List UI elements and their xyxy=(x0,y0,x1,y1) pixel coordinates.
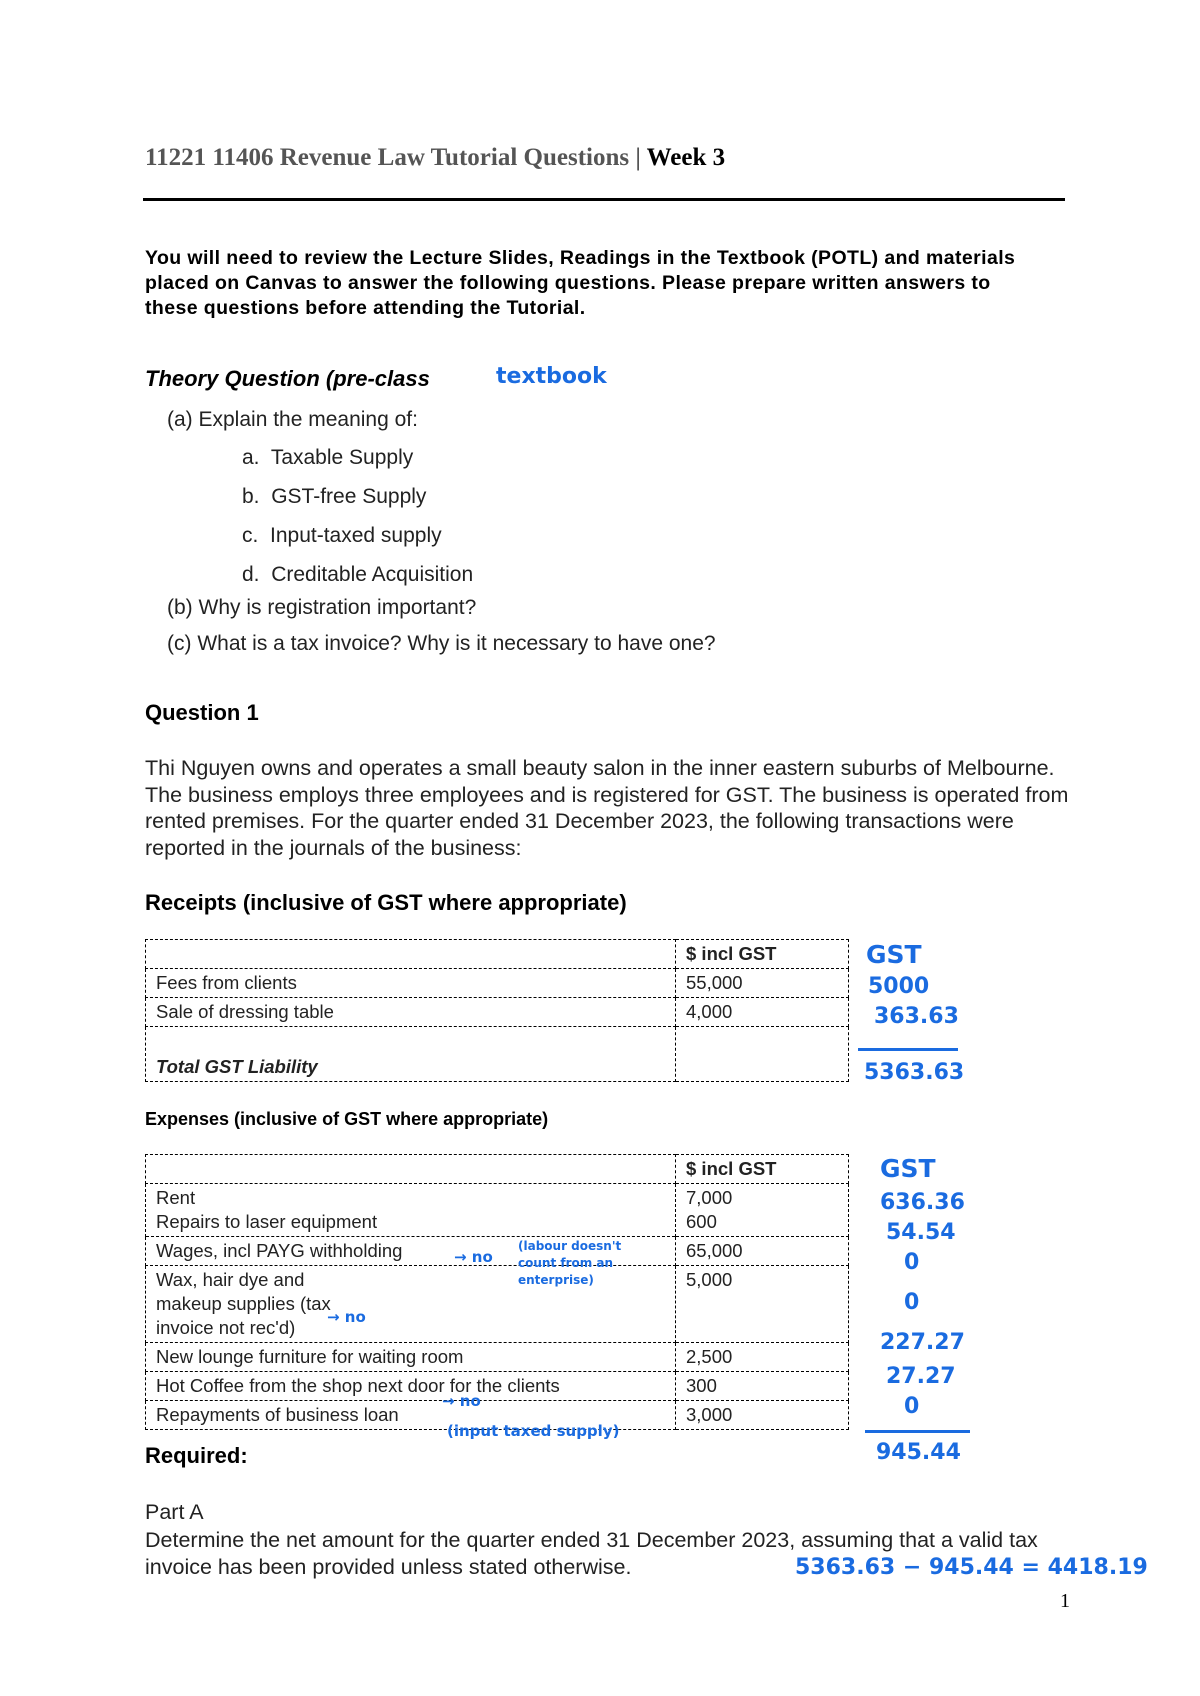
row-label-stack xyxy=(146,1184,676,1237)
row-label: Hot Coffee from the shop next door for the clients xyxy=(146,1372,676,1401)
receipts-title: Receipts (inclusive of GST where appropriate) xyxy=(145,890,627,915)
handwritten-sum-line xyxy=(865,1430,970,1433)
list-marker: a. xyxy=(242,446,260,469)
handwritten-gst-value: 363.63 xyxy=(874,1004,959,1029)
list-item-text: GST-free Supply xyxy=(271,485,427,508)
row-amount: 65,000 xyxy=(676,1237,849,1266)
handwritten-wages-paren: (labour doesn't count from an enterprise) xyxy=(518,1239,622,1287)
table-row xyxy=(146,998,849,1027)
table-header-row xyxy=(146,1155,849,1184)
row-amount: 600 xyxy=(686,1211,717,1232)
theory-part-c: (c) What is a tax invoice? Why is it necessary to have one? xyxy=(167,632,716,655)
list-marker: c. xyxy=(242,524,259,547)
expenses-title: Expenses (inclusive of GST where appropriate) xyxy=(145,1109,549,1129)
list-item-text: Taxable Supply xyxy=(270,446,414,469)
handwritten-gst-value: 636.36 xyxy=(880,1190,965,1215)
handwritten-textbook-note: textbook xyxy=(496,364,607,389)
table-row xyxy=(146,1343,849,1372)
handwritten-gst-value: 54.54 xyxy=(886,1220,956,1245)
handwritten-sum-line xyxy=(858,1048,958,1051)
handwritten-gst-total: 5363.63 xyxy=(864,1060,965,1085)
header-title: 11221 11406 Revenue Law Tutorial Questions | xyxy=(145,144,641,171)
table-row xyxy=(146,1266,849,1343)
handwritten-gst-heading: GST xyxy=(866,940,922,969)
row-amount: 5,000 xyxy=(676,1266,849,1343)
row-label: Repairs to laser equipment xyxy=(156,1211,378,1232)
row-amount: 4,000 xyxy=(676,998,849,1027)
part-a-text: Determine the net amount for the quarter ended 31 December 2023, assuming that a valid tax invoice has been provided unless stated otherwise. xyxy=(145,1528,1038,1579)
handwritten-supplies-note: → no xyxy=(327,1308,366,1326)
row-label: New lounge furniture for waiting room xyxy=(146,1343,676,1372)
table-row xyxy=(146,1184,849,1237)
row-label: Sale of dressing table xyxy=(146,998,676,1027)
theory-part-a: (a) Explain the meaning of: xyxy=(167,408,418,431)
handwritten-gst-value: 0 xyxy=(904,1290,920,1315)
question-1-title: Question 1 xyxy=(145,700,259,725)
table-cell xyxy=(146,1155,676,1184)
theory-title: Theory Question (pre-class xyxy=(145,366,430,391)
row-amount: 300 xyxy=(676,1372,849,1401)
row-amount: 7,000 xyxy=(686,1187,733,1208)
row-amount-stack xyxy=(676,1184,849,1237)
handwritten-gst-value: 27.27 xyxy=(886,1364,956,1389)
expenses-table xyxy=(145,1154,849,1430)
handwritten-wages-note: → no xyxy=(454,1248,493,1266)
theory-item-c xyxy=(242,524,442,548)
theory-item-a xyxy=(242,446,413,470)
handwritten-gst-value: 0 xyxy=(904,1394,920,1419)
row-label: Rent xyxy=(156,1187,196,1208)
table-cell xyxy=(146,940,676,969)
header-week: Week 3 xyxy=(646,144,726,171)
row-amount: 2,500 xyxy=(676,1343,849,1372)
row-amount: 3,000 xyxy=(676,1401,849,1430)
handwritten-net-calculation: 5363.63 − 945.44 = 4418.19 xyxy=(795,1555,1148,1580)
total-label: Total GST Liability xyxy=(146,1027,676,1082)
page-number: 1 xyxy=(1060,1590,1070,1612)
table-row-total xyxy=(146,1027,849,1082)
table-header-row xyxy=(146,940,849,969)
handwritten-loan-note: → no xyxy=(442,1392,481,1410)
theory-item-b xyxy=(242,485,426,509)
row-label: Wages, incl PAYG withholding xyxy=(146,1237,676,1266)
theory-part-b: (b) Why is registration important? xyxy=(167,596,477,619)
receipts-table xyxy=(145,939,849,1082)
handwritten-gst-value: 5000 xyxy=(868,974,930,999)
part-a-label: Part A xyxy=(145,1500,204,1524)
table-row xyxy=(146,969,849,998)
list-item-text: Input-taxed supply xyxy=(270,524,442,547)
handwritten-gst-value: 227.27 xyxy=(880,1330,965,1355)
question-1-paragraph: Thi Nguyen owns and operates a small beauty salon in the inner eastern suburbs of Melbourne. The business employs three employees and is registered for GST. The business is operated from rented premises. For the quarter ended 31 December 2023, the following transactions were reported in the journals of the business: xyxy=(145,756,1069,860)
header-rule xyxy=(143,198,1065,201)
handwritten-loan-paren: (input taxed supply) xyxy=(447,1422,620,1440)
total-amount xyxy=(676,1027,849,1082)
handwritten-gst-value: 0 xyxy=(904,1250,920,1275)
handwritten-gst-total: 945.44 xyxy=(876,1440,961,1465)
handwritten-gst-heading: GST xyxy=(880,1154,936,1183)
required-title: Required: xyxy=(145,1443,248,1468)
row-amount: 55,000 xyxy=(676,969,849,998)
theory-item-d xyxy=(242,563,473,587)
list-marker: d. xyxy=(242,563,260,586)
table-row xyxy=(146,1372,849,1401)
list-marker: b. xyxy=(242,485,260,508)
table-row xyxy=(146,1237,849,1266)
row-label: Fees from clients xyxy=(146,969,676,998)
row-label: Repayments of business loan xyxy=(146,1401,676,1430)
intro-text: You will need to review the Lecture Slides, Readings in the Textbook (POTL) and materials placed on Canvas to answer the following questions. Please prepare written answers to these questions before attending the Tutorial. xyxy=(145,247,1016,319)
list-item-text: Creditable Acquisition xyxy=(271,563,474,586)
amount-header: $ incl GST xyxy=(676,940,849,969)
amount-header: $ incl GST xyxy=(676,1155,849,1184)
row-label: Wax, hair dye and makeup supplies (tax invoice not rec'd) xyxy=(146,1266,676,1343)
page-header xyxy=(145,144,725,172)
